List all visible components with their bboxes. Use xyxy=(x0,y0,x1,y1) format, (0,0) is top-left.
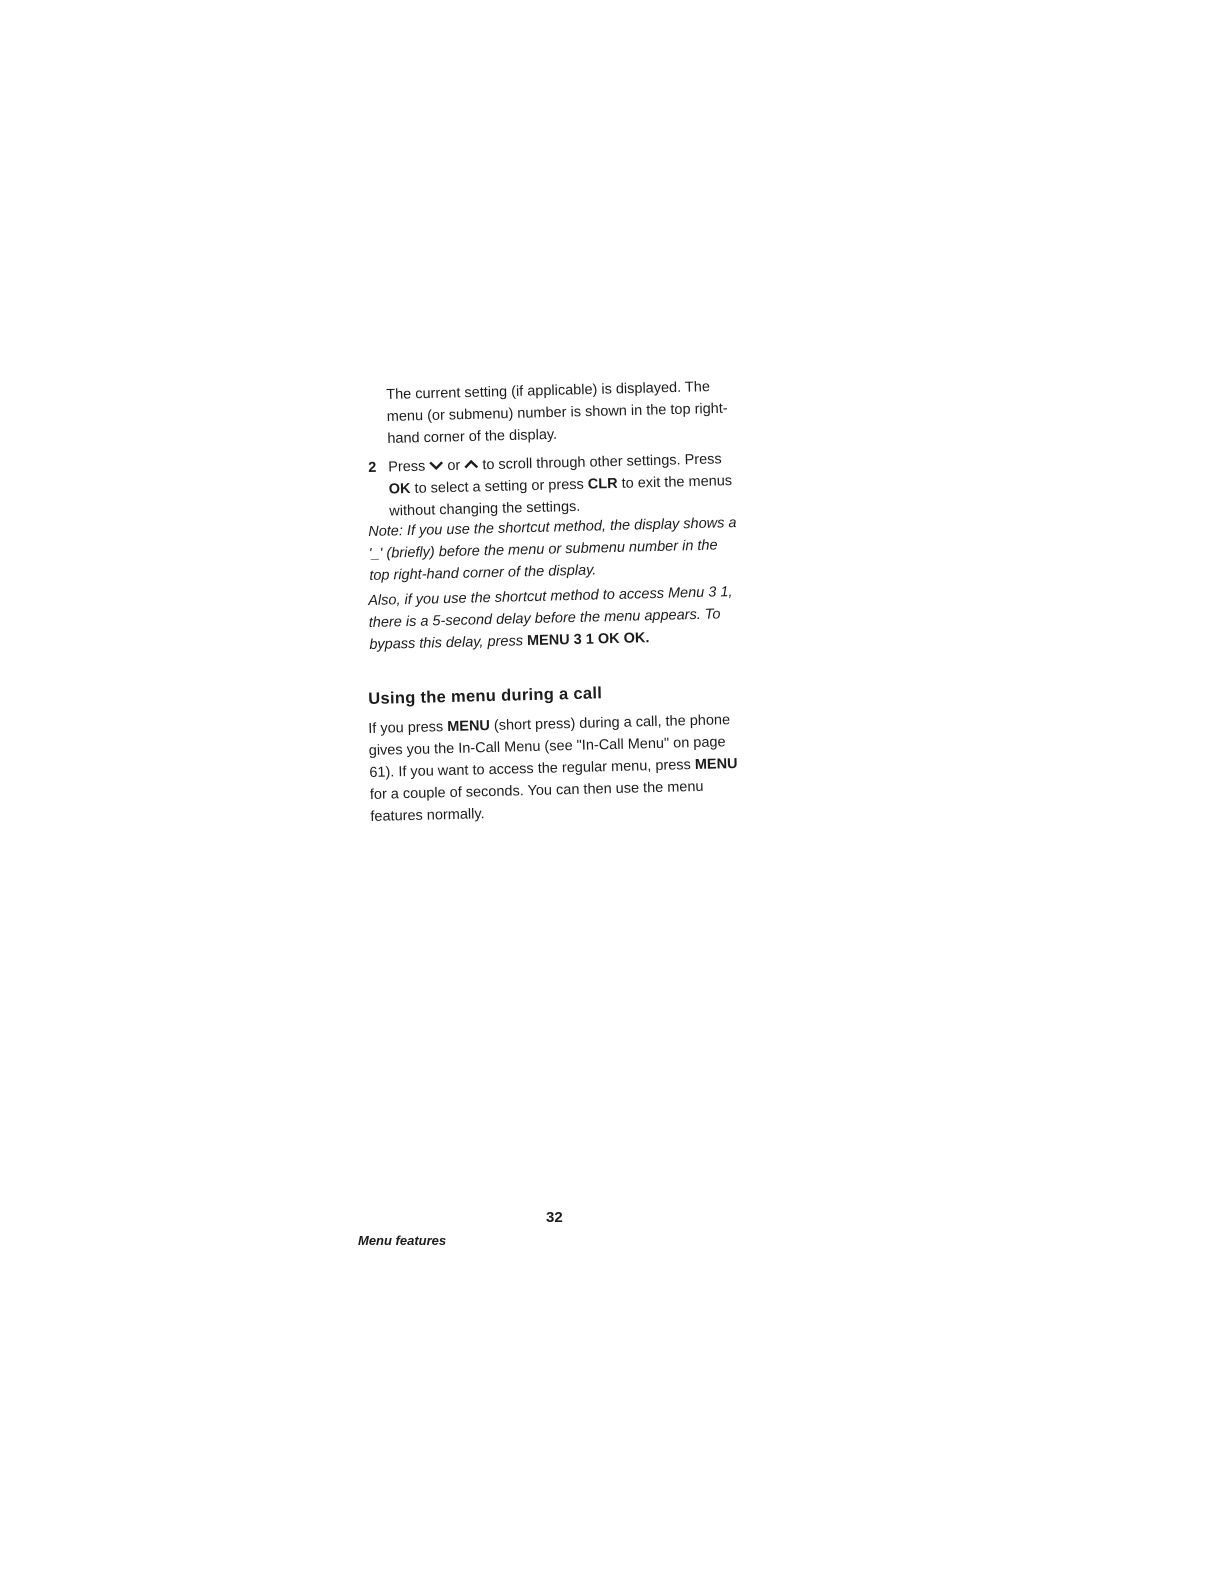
section-paragraph xyxy=(368,709,751,828)
page-number: 32 xyxy=(546,1209,563,1226)
section-text-mid: (short press) during a call, the phone gives you the In-Call Menu (see "In-Call Menu" on page 61). If you want to access the regular menu, press xyxy=(368,712,731,781)
step-scroll-text: to scroll through other settings. xyxy=(482,452,681,474)
intro-paragraph xyxy=(386,375,748,450)
section-heading: Using the menu during a call xyxy=(368,684,603,708)
chevron-down-icon xyxy=(429,455,444,477)
step-press-word: Press xyxy=(388,458,426,476)
menu-key-label: MENU xyxy=(447,718,491,736)
step-press-word-2: Press xyxy=(684,451,722,469)
also-paragraph xyxy=(368,581,742,656)
also-end: . xyxy=(645,630,650,647)
step-text xyxy=(388,448,740,523)
chevron-up-icon xyxy=(464,454,479,476)
note-text: Note: If you use the shortcut method, the display shows a '_' (briefly) before the menu or submenu number in the top right-hand corner of the display. xyxy=(368,514,737,584)
chapter-footer: Menu features xyxy=(358,1233,447,1248)
also-text: Also, if you use the shortcut method to access Menu 3 1, there is a 5-second delay before the menu appears. To bypass this delay, press xyxy=(368,584,733,653)
section-text-start: If you press xyxy=(368,719,444,737)
also-keys: MENU 3 1 OK OK xyxy=(526,630,646,650)
section-text-end: for a couple of seconds. You can then use the menu features normally. xyxy=(369,778,704,825)
ok-key-label: OK xyxy=(388,480,411,498)
step-number: 2 xyxy=(368,459,377,476)
step-or-word: or xyxy=(447,457,461,475)
step-exit-text: to exit the menus without changing the settings. xyxy=(389,473,733,520)
intro-text: The current setting (if applicable) is displayed. The menu (or submenu) number is shown in the top right-hand corner of the display. xyxy=(386,379,728,447)
note-paragraph xyxy=(368,512,740,587)
menu-key-label-2: MENU xyxy=(694,755,738,774)
step-2 xyxy=(368,447,759,523)
step-select-text: to select a setting or press xyxy=(414,476,584,497)
clr-key-label: CLR xyxy=(587,475,618,493)
